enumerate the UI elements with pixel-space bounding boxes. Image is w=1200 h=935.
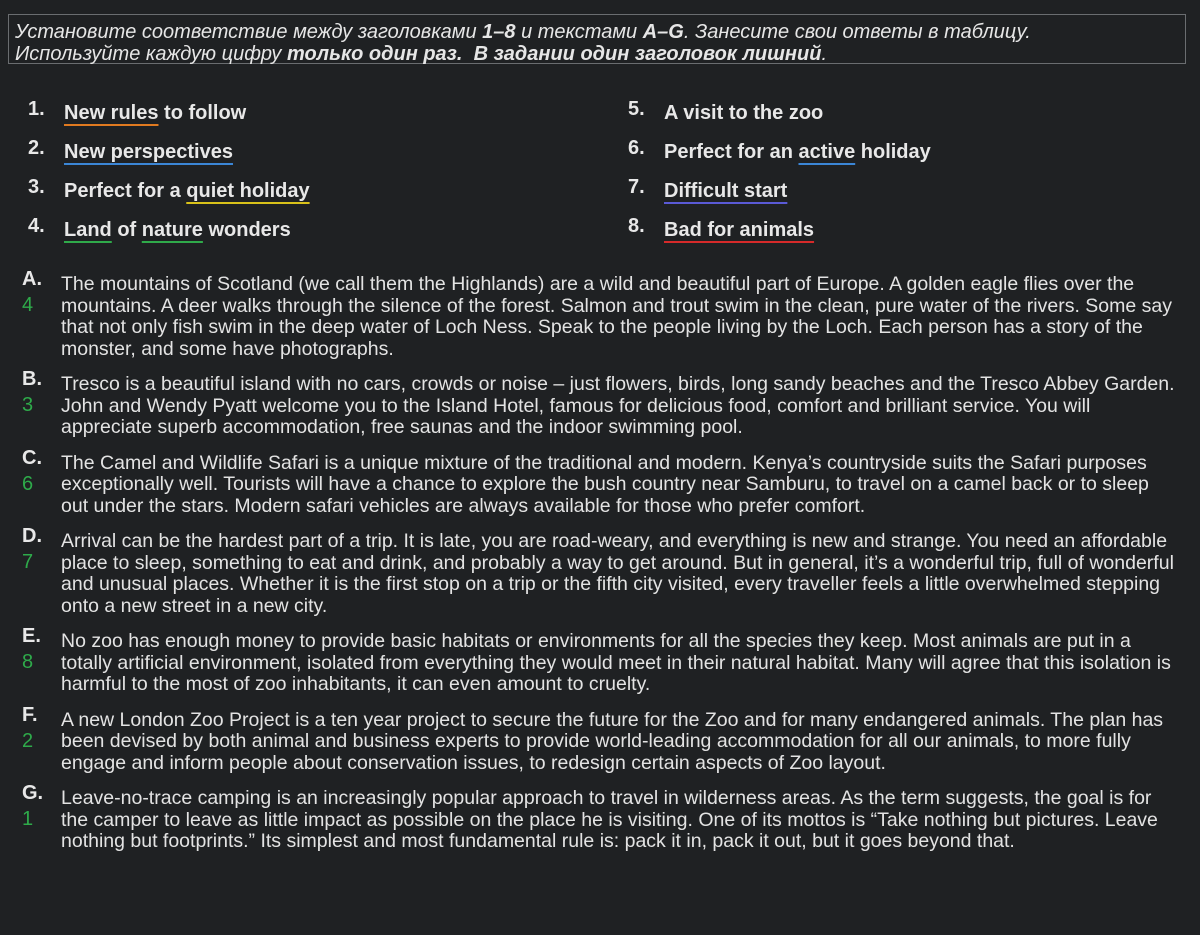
headings-column-right — [628, 96, 1188, 252]
heading-fragment: New rules — [64, 102, 159, 124]
heading-fragment: Perfect for an — [664, 141, 799, 163]
heading-fragment: quiet holiday — [186, 180, 310, 202]
heading-text — [664, 180, 787, 203]
text-letter: A. — [22, 268, 42, 290]
instruction-text: Установите соответствие между заголовками — [15, 21, 483, 43]
headings-list — [0, 96, 1200, 256]
text-letter: C. — [22, 446, 42, 469]
heading-number: 6. — [628, 137, 645, 159]
instruction-text: . Занесите свои ответы в таблицу. — [683, 21, 1031, 43]
text-letter: B. — [22, 368, 42, 390]
text-letter: D. — [22, 525, 42, 547]
heading-number: 5. — [628, 98, 645, 120]
text-body: Tresco is a beautiful island with no cars, crowds or noise – just flowers, birds, long sandy beaches and the Tresco Abbey Garden. John and Wendy Pyatt welcome you to the Island Hotel, famous for delicious food, comfort and brilliant service. You will appreciate superb accommodation, free saunas and the indoor swimming pool. — [61, 373, 1175, 438]
text-letter: E. — [22, 625, 41, 647]
heading-number: 4. — [28, 215, 45, 237]
heading-fragment: New perspectives — [64, 141, 233, 163]
heading-text — [664, 219, 814, 242]
instruction-text: Используйте каждую цифру — [15, 43, 287, 65]
text-block-a — [0, 268, 1200, 360]
heading-fragment: holiday — [855, 141, 931, 163]
text-letter: F. — [22, 703, 38, 726]
instruction-bold: 1–8 — [482, 21, 516, 43]
answer-number: 8 — [22, 651, 34, 673]
heading-fragment: to follow — [158, 102, 247, 124]
heading-fragment: active — [798, 141, 856, 163]
heading-item — [28, 135, 588, 174]
heading-number: 1. — [28, 98, 45, 120]
text-block-c — [0, 447, 1200, 518]
heading-text — [664, 141, 931, 164]
heading-fragment: nature — [141, 219, 203, 241]
heading-number: 3. — [28, 176, 45, 198]
heading-fragment: Difficult start — [664, 180, 788, 202]
answer-number: 6 — [22, 472, 34, 495]
heading-item — [28, 174, 588, 213]
text-block-g — [0, 782, 1200, 853]
text-letter: G. — [22, 782, 44, 804]
heading-text — [64, 180, 310, 203]
heading-text — [64, 219, 291, 242]
heading-text — [64, 141, 233, 164]
heading-number: 7. — [628, 176, 645, 198]
answer-number: 4 — [22, 294, 34, 316]
text-body: The Camel and Wildlife Safari is a unique mixture of the traditional and modern. Kenya’s countryside suits the Safari purposes exceptionally well. Tourists will have a chance to explore the bush country near Samburu, to travel on a camel back or to sleep out under the stars. Modern safari vehicles are always available for those who prefer comfort. — [61, 451, 1149, 517]
answer-number: 7 — [22, 551, 34, 573]
texts-list — [0, 268, 1200, 861]
heading-fragment: Perfect for a — [64, 180, 187, 202]
heading-number: 2. — [28, 137, 45, 159]
text-block-b — [0, 368, 1200, 439]
heading-fragment: Bad for animals — [664, 219, 815, 241]
answer-number: 2 — [22, 729, 34, 752]
text-block-e — [0, 625, 1200, 696]
heading-text — [64, 102, 246, 125]
text-block-d — [0, 525, 1200, 617]
text-body: A new London Zoo Project is a ten year project to secure the future for the Zoo and for many endangered animals. The plan has been devised by both animal and business experts to provide world-leading accommodation for all our animals, to more fully engage and inform people about conservation issues, to redesign certain aspects of Zoo layout. — [61, 708, 1164, 774]
heading-item — [28, 96, 588, 135]
text-block-f — [0, 704, 1200, 775]
text-body: The mountains of Scotland (we call them the Highlands) are a wild and beautiful part of Europe. A golden eagle flies over the mountains. A deer walks through the silence of the forest. Salmon and trout swim in the clean, pure water of the rivers. Some say that not only fish swim in the deep water of Loch Ness. Speak to the people living by the Loch. Each person has a story of the monster, and some have photographs. — [61, 273, 1172, 360]
text-body: Leave-no-trace camping is an increasingly popular approach to travel in wilderness areas. As the term suggests, the goal is for the camper to leave as little impact as possible on the place he is visiting. One of its mottos is “Take nothing but pictures. Leave nothing but footprints.” Its simplest and most fundamental rule is: pack it in, pack it out, but it goes beyond that. — [61, 787, 1158, 852]
heading-item — [628, 213, 1188, 252]
heading-fragment: Land — [64, 219, 112, 241]
heading-fragment: wonders — [202, 219, 291, 241]
instruction-text — [462, 43, 473, 65]
headings-column-left — [28, 96, 588, 252]
task-instruction — [8, 14, 1186, 64]
answer-number: 1 — [22, 808, 34, 830]
answer-number: 3 — [22, 394, 34, 416]
heading-item — [628, 96, 1188, 135]
heading-text — [664, 102, 823, 125]
instruction-text: и текстами — [515, 21, 643, 43]
instruction-text: . — [821, 43, 828, 65]
instruction-bold: только один раз. — [286, 43, 463, 65]
heading-item — [28, 213, 588, 252]
heading-item — [628, 135, 1188, 174]
heading-number: 8. — [628, 215, 645, 237]
heading-fragment: of — [111, 219, 142, 241]
instruction-bold: В задании один заголовок лишний — [473, 43, 822, 65]
heading-item — [628, 174, 1188, 213]
heading-fragment: A visit to the zoo — [664, 102, 824, 124]
instruction-bold: A–G — [642, 21, 684, 43]
text-body: No zoo has enough money to provide basic habitats or environments for all the species they keep. Most animals are put in a totally artificial environment, isolated from everything they would meet in their natural habitat. Many will agree that this isolation is harmful to the most of zoo inhabitants, it can even amount to cruelty. — [61, 630, 1171, 695]
text-body: Arrival can be the hardest part of a trip. It is late, you are road-weary, and everything is new and strange. You need an affordable place to sleep, something to eat and drink, and probably a way to get around. But in general, it’s a wonderful trip, full of wonderful and unusual places. Whether it is the first stop on a trip or the fifth city visited, every traveller feels a little overwhelmed stepping onto a new street in a new city. — [61, 530, 1174, 617]
